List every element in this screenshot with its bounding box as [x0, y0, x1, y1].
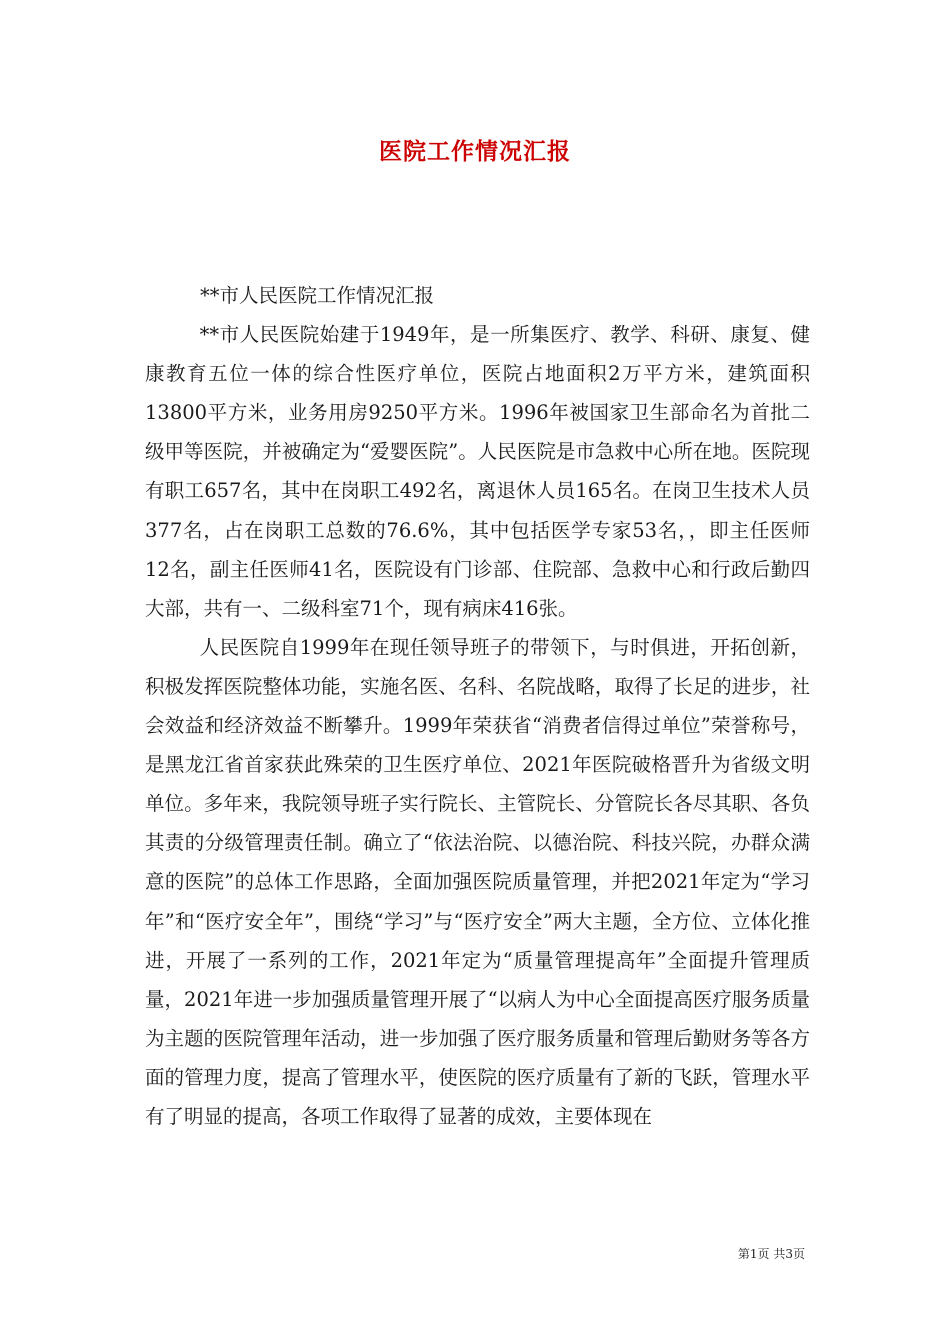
- document-subtitle: **市人民医院工作情况汇报: [200, 284, 435, 307]
- document-body: [145, 276, 810, 1136]
- paragraph-1: **市人民医院始建于1949年，是一所集医疗、教学、科研、康复、健康教育五位一体的综合性医疗单位，医院占地面积2万平方米，建筑面积13800平方米，业务用房9250平方米。1996年被国家卫生部命名为首批二级甲等医院，并被确定为“爱婴医院”。人民医院是市急救中心所在地。医院现有职工657名，其中在岗职工492名，离退休人员165名。在岗卫生技术人员377名，占在岗职工总数的76.6%，其中包括医学专家53名，，即主任医师12名，副主任医师41名，医院设有门诊部、住院部、急救中心和行政后勤四大部，共有一、二级科室71个，现有病床416张。: [145, 323, 810, 620]
- document-title: 医院工作情况汇报: [379, 138, 571, 165]
- paragraph-2: 人民医院自1999年在现任领导班子的带领下，与时俱进，开拓创新，积极发挥医院整体功能，实施名医、名科、名院战略，取得了长足的进步，社会效益和经济效益不断攀升。1999年荣获省“消费者信得过单位”荣誉称号，是黑龙江省首家获此殊荣的卫生医疗单位、2021年医院破格晋升为省级文明单位。多年来，我院领导班子实行院长、主管院长、分管院长各尽其职、各负其责的分级管理责任制。确立了“依法治院、以德治院、科技兴院，办群众满意的医院”的总体工作思路，全面加强医院质量管理，并把2021年定为“学习年”和“医疗安全年”，围绕“学习”与“医疗安全”两大主题，全方位、立体化推进，开展了一系列的工作，2021年定为“质量管理提高年”全面提升管理质量，2021年进一步加强质量管理开展了“以病人为中心全面提高医疗服务质量为主题的医院管理年活动，进一步加强了医疗服务质量和管理后勤财务等各方面的管理力度，提高了管理水平，使医院的医疗质量有了新的飞跃，管理水平有了明显的提高，各项工作取得了显著的成效，主要体现在: [145, 635, 810, 1128]
- page-number: 第1页 共3页: [737, 1247, 805, 1261]
